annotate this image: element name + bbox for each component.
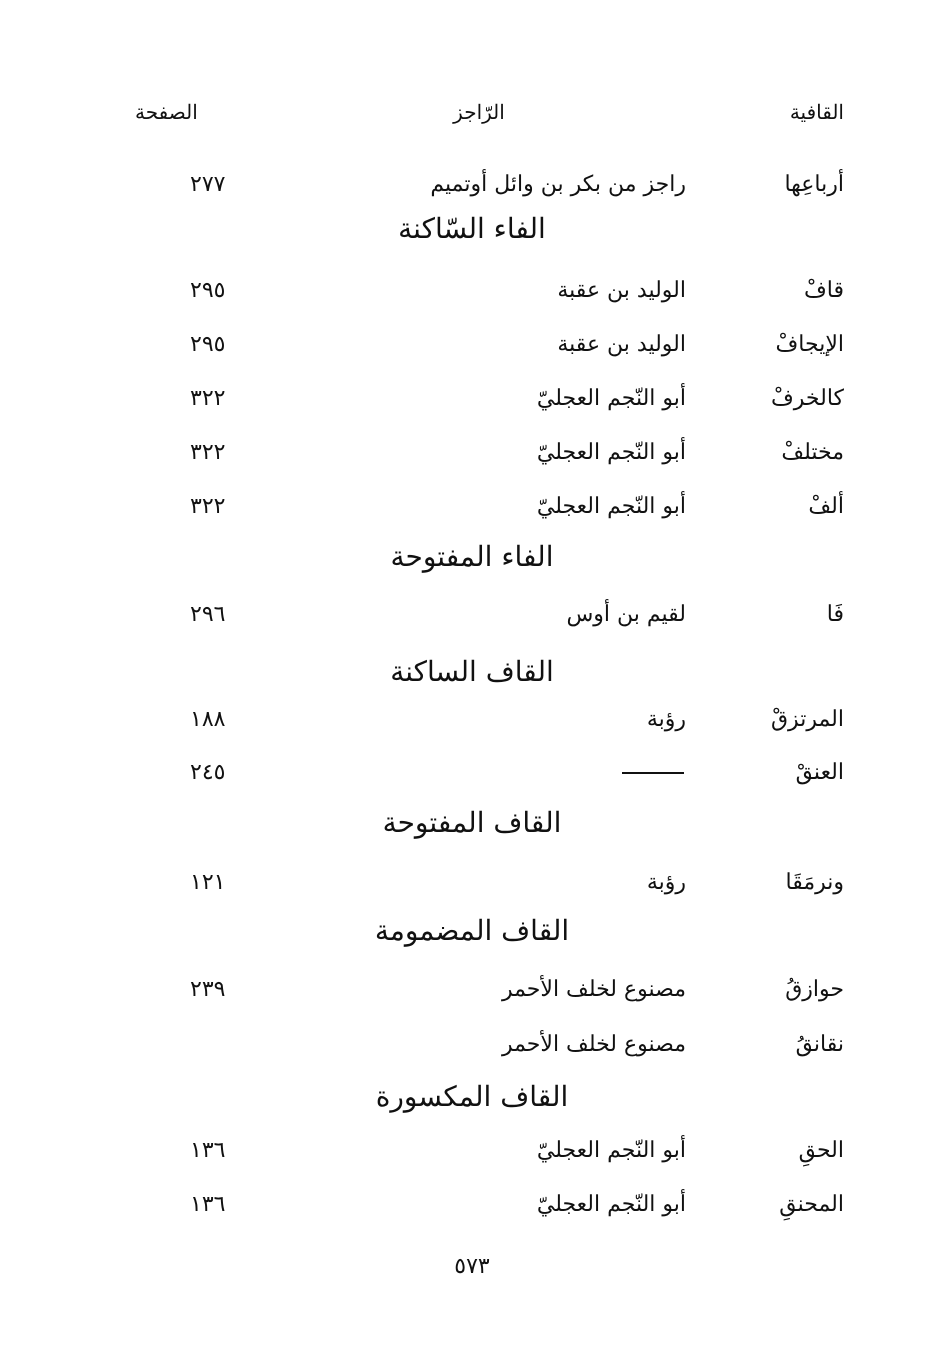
rajiz-cell: الوليد بن عقبة <box>557 278 686 303</box>
qafiya-cell: العنقْ <box>795 760 844 785</box>
rajiz-cell: راجز من بكر بن وائل أوتميم <box>430 172 686 197</box>
header-qafiya: القافية <box>789 100 844 124</box>
same-as-above-dash <box>622 772 684 774</box>
qafiya-cell: المرتزقْ <box>770 707 844 732</box>
index-row <box>0 1030 944 1060</box>
rajiz-cell: أبو النّجم العجليّ <box>536 1138 686 1163</box>
index-row <box>0 384 944 414</box>
page-cell: ٣٢٢ <box>190 440 226 465</box>
index-row <box>0 1136 944 1166</box>
index-row <box>0 170 944 200</box>
page-cell: ٢٤٥ <box>190 760 226 785</box>
section-heading <box>0 540 944 573</box>
header-rajiz: الرّاجز <box>453 100 505 124</box>
section-heading <box>0 655 944 688</box>
rajiz-cell: رؤبة <box>646 707 686 732</box>
page-cell: ٣٢٢ <box>190 494 226 519</box>
qafiya-cell: المحنقِ <box>779 1192 844 1217</box>
index-row <box>0 1190 944 1220</box>
rajiz-cell: أبو النّجم العجليّ <box>536 494 686 519</box>
index-row <box>0 868 944 898</box>
page-cell: ١٢١ <box>190 870 226 895</box>
rajiz-cell: مصنوع لخلف الأحمر <box>501 1032 686 1057</box>
rajiz-cell: رؤبة <box>646 870 686 895</box>
section-title: القاف الساكنة <box>390 655 554 688</box>
qafiya-cell: ونرمَقَا <box>785 870 844 895</box>
qafiya-cell: مختلفْ <box>781 440 844 465</box>
page-cell: ٢٧٧ <box>190 172 226 197</box>
section-title: الفاء المفتوحة <box>390 540 554 573</box>
section-title: القاف المفتوحة <box>382 806 562 839</box>
index-row <box>0 600 944 630</box>
index-row <box>0 758 944 788</box>
qafiya-cell: قافْ <box>803 278 844 303</box>
rajiz-cell: أبو النّجم العجليّ <box>536 386 686 411</box>
rajiz-cell: لقيم بن أوس <box>566 602 686 627</box>
page-number: ٥٧٣ <box>454 1254 490 1279</box>
index-row <box>0 492 944 522</box>
qafiya-cell: أرباعِها <box>784 172 844 197</box>
rajiz-cell: مصنوع لخلف الأحمر <box>501 977 686 1002</box>
header-page: الصفحة <box>135 100 198 124</box>
page-cell: ١٣٦ <box>190 1192 226 1217</box>
page-cell: ٢٩٥ <box>190 332 226 357</box>
qafiya-cell: نقانقُ <box>795 1032 844 1057</box>
qafiya-cell: كالخرفْ <box>770 386 844 411</box>
index-row <box>0 438 944 468</box>
rajiz-cell: الوليد بن عقبة <box>557 332 686 357</box>
index-row <box>0 330 944 360</box>
section-title: الفاء السّاكنة <box>398 212 546 245</box>
rajiz-cell: أبو النّجم العجليّ <box>536 440 686 465</box>
qafiya-cell: الحقِ <box>798 1138 844 1163</box>
page-cell: ٣٢٢ <box>190 386 226 411</box>
index-row <box>0 975 944 1005</box>
section-title: القاف المضمومة <box>374 914 570 947</box>
section-title: القاف المكسورة <box>375 1080 569 1113</box>
page-cell: ٢٩٦ <box>190 602 226 627</box>
page-cell: ٢٣٩ <box>190 977 226 1002</box>
section-heading <box>0 806 944 839</box>
qafiya-cell: الإيجافْ <box>775 332 844 357</box>
section-heading <box>0 1080 944 1113</box>
qafiya-cell: ألفْ <box>808 494 844 519</box>
rajiz-cell: أبو النّجم العجليّ <box>536 1192 686 1217</box>
qafiya-cell: حوازقُ <box>785 977 844 1002</box>
rajiz-cell <box>622 758 684 788</box>
section-heading <box>0 914 944 947</box>
index-row <box>0 705 944 735</box>
page-cell: ١٣٦ <box>190 1138 226 1163</box>
page-cell: ١٨٨ <box>190 707 226 732</box>
page-cell: ٢٩٥ <box>190 278 226 303</box>
section-heading <box>0 212 944 245</box>
index-row <box>0 276 944 306</box>
qafiya-cell: فَا <box>826 602 844 627</box>
